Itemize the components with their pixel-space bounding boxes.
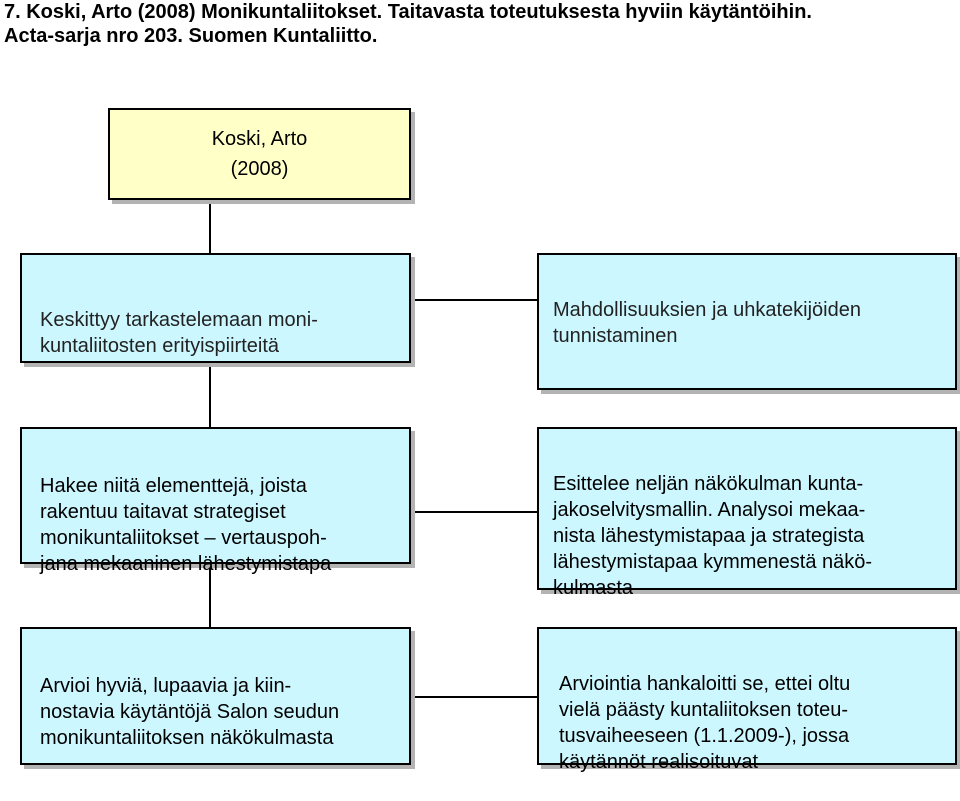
left-node-2-label: Hakee niitä elementtejä, joista rakentuu taitavat strategiset monikuntaliitokset – vertauspoh- jana mekaaninen lähestymistapa: [40, 475, 332, 575]
connector-root-to-left-1: [209, 199, 211, 255]
root-node-label: Koski, Arto (2008): [211, 128, 308, 180]
connector-left-1-to-right-1: [410, 299, 538, 301]
left-node-3: [20, 627, 411, 765]
connector-left-2-to-right-2: [410, 511, 538, 513]
left-node-2: [20, 427, 411, 575]
right-node-3: [537, 627, 957, 773]
right-node-3-label: Arviointia hankaloitti se, ettei oltu vielä päästy kuntaliitoksen toteu- tusvaiheeseen (1.1.2009-), jossa käytännöt realisoituvat: [559, 673, 851, 773]
right-node-2: [537, 427, 957, 599]
left-node-1-label: Keskittyy tarkastelemaan moni- kuntaliitosten erityispiirteitä: [40, 309, 318, 357]
root-node-author: [108, 108, 411, 200]
slide-heading: 7. Koski, Arto (2008) Monikuntaliitokset. Taitavasta toteutuksesta hyviin käytäntöihin. Acta-sarja nro 203. Suomen Kuntaliitto.: [4, 1, 812, 47]
right-node-2-label: Esittelee neljän näkökulman kunta- jakoselvitysmallin. Analysoi mekaa- nista lähestymistapaa ja strategista lähestymistapaa kymmenestä näkö- kulmasta: [553, 473, 873, 599]
left-node-3-label: Arvioi hyviä, lupaavia ja kiin- nostavia käytäntöjä Salon seudun monikuntaliitoksen näkökulmasta: [40, 675, 340, 749]
right-node-1: [537, 253, 957, 390]
right-node-1-label: Mahdollisuuksien ja uhkatekijöiden tunnistaminen: [553, 299, 861, 347]
connector-left-3-to-right-3: [410, 696, 538, 698]
left-node-1: [20, 253, 411, 363]
